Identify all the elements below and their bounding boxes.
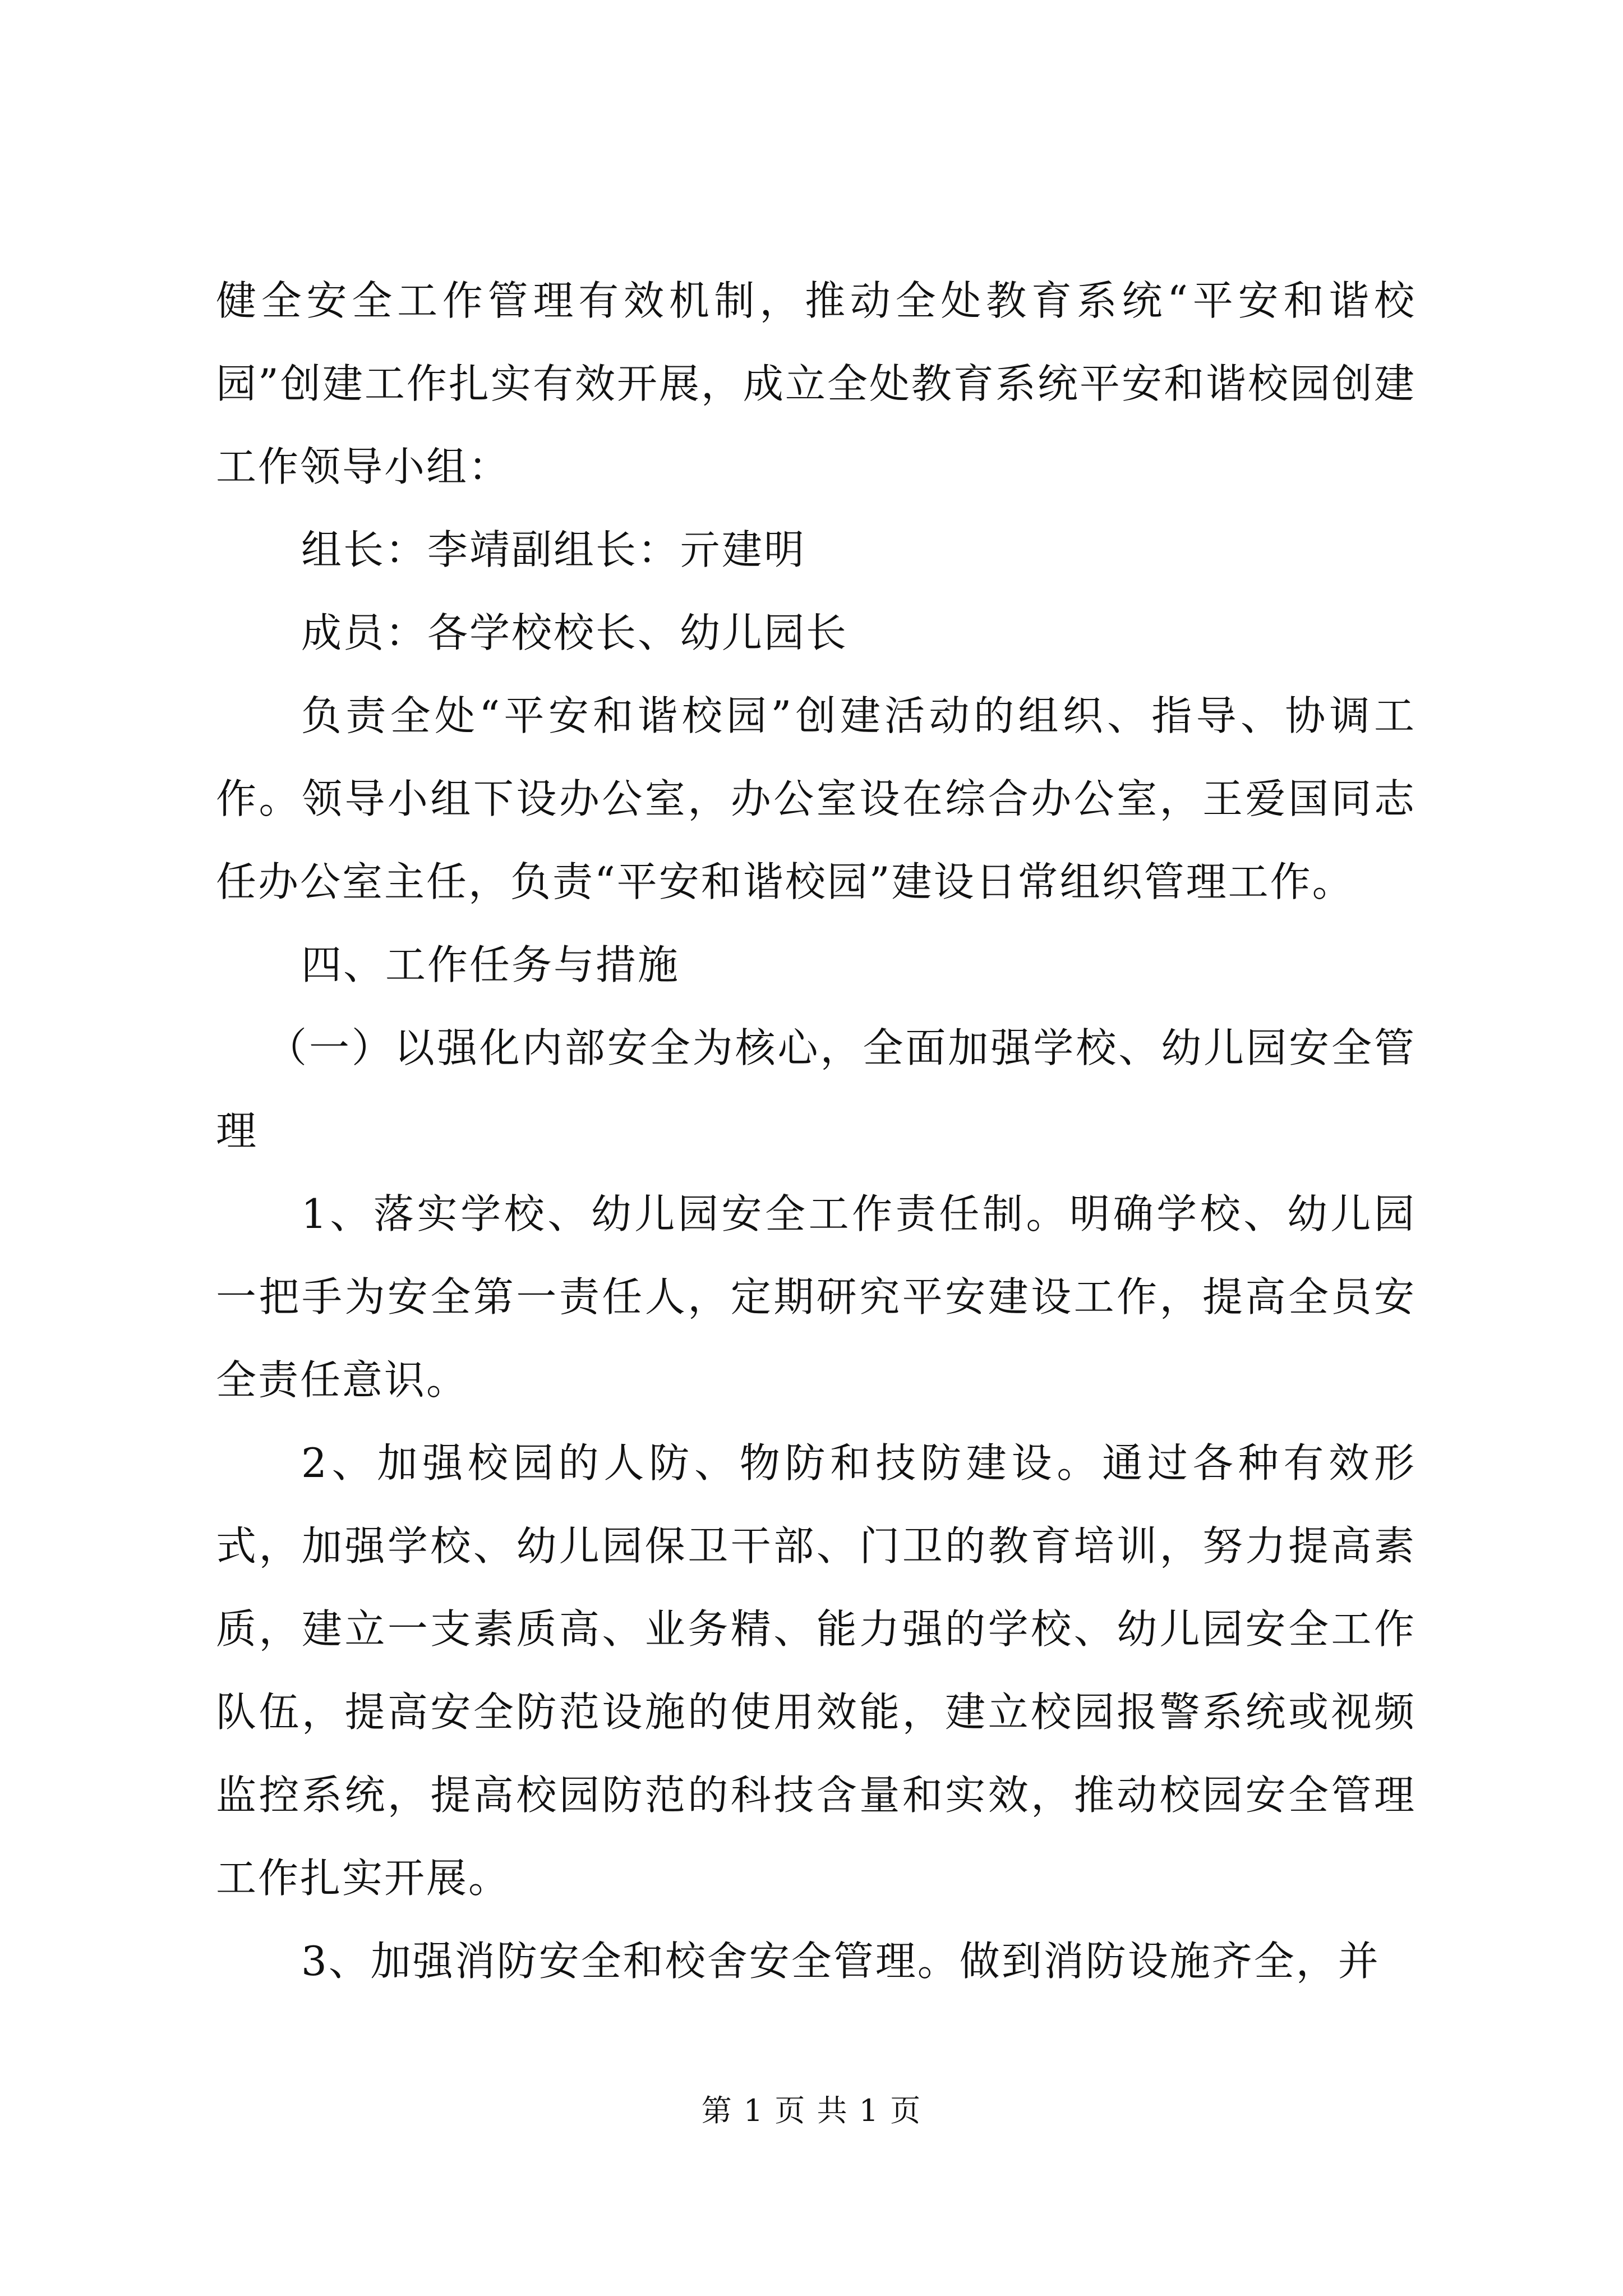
page-footer <box>0 2087 1623 2130</box>
page-number-label: 第 1 页 共 1 页 <box>701 2093 922 2128</box>
paragraph-item-1: 1、落实学校、幼儿园安全工作责任制。明确学校、幼儿园一把手为安全第一责任人，定期研究平安建设工作，提高全员安全责任意识。 <box>216 1190 1416 1404</box>
paragraph-responsibility: 负责全处“平安和谐校园”创建活动的组织、指导、协调工作。领导小组下设办公室，办公室设在综合办公室，王爱国同志任办公室主任，负责“平安和谐校园”建设日常组织管理工作。 <box>216 692 1416 905</box>
paragraph-item-3: 3、加强消防安全和校舍安全管理。做到消防设施齐全，并 <box>301 1938 1380 1985</box>
paragraph-leaders: 组长：李靖副组长：亓建明 <box>301 526 806 573</box>
paragraph-intro: 健全安全工作管理有效机制，推动全处教育系统“平安和谐校园”创建工作扎实有效开展，成立全处教育系统平安和谐校园创建工作领导小组： <box>216 277 1416 490</box>
paragraph-members: 成员：各学校校长、幼儿园长 <box>301 609 849 656</box>
paragraph-item-2: 2、加强校园的人防、物防和技防建设。通过各种有效形式，加强学校、幼儿园保卫干部、门卫的教育培训，努力提高素质，建立一支素质高、业务精、能力强的学校、幼儿园安全工作队伍，提高安全防范设施的使用效能，建立校园报警系统或视频监控系统，提高校园防范的科技含量和实效，推动校园安全管理工作扎实开展。 <box>216 1439 1416 1902</box>
document-body <box>216 259 1416 2003</box>
subsection-heading: （一）以强化内部安全为核心，全面加强学校、幼儿园安全管理 <box>216 1024 1416 1154</box>
section-heading: 四、工作任务与措施 <box>301 941 680 988</box>
